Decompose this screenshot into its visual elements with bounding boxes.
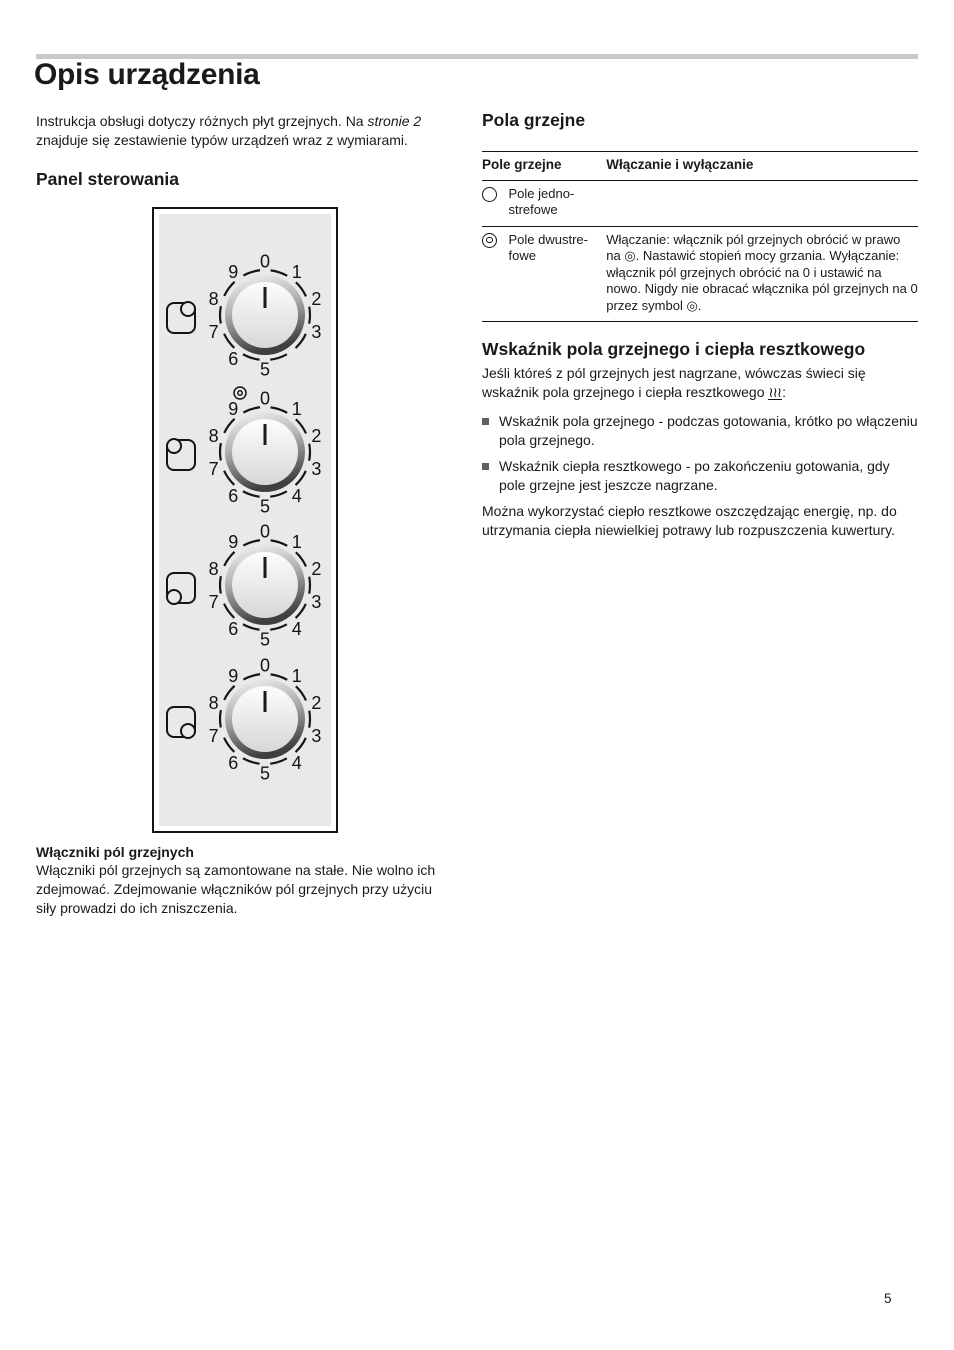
control-panel-figure — [152, 207, 338, 833]
knob-scale-number: 3 — [311, 459, 322, 480]
knob-scale-number: 3 — [311, 322, 322, 343]
indicator-intro — [482, 364, 918, 402]
section-heading-indicator: Wskaźnik pola grzejnego i ciepła resztkowego — [482, 339, 866, 359]
intro-text-suffix: znajduje się zestawienie typów urządzeń wraz z wymiarami. — [36, 132, 408, 148]
bullet-item: Wskaźnik ciepła resztkowego - po zakończeniu gotowania, gdy pole grzejne jest jeszcze nagrzane. — [482, 457, 918, 495]
knob-scale-number: 4 — [291, 753, 302, 774]
knob-scale-number: 0 — [259, 251, 271, 272]
knob-scale-number: 0 — [259, 655, 271, 676]
intro-text: Instrukcja obsługi dotyczy różnych płyt grzejnych. Na — [36, 113, 368, 129]
knob — [167, 387, 321, 516]
table-row — [482, 226, 918, 322]
indicator-intro-suffix: : — [782, 384, 787, 400]
knob-scale-number: 2 — [311, 692, 322, 713]
knob-scale-number: 1 — [291, 665, 302, 686]
knob — [167, 521, 321, 649]
table-header-row — [482, 152, 918, 181]
knob-scale-number: 5 — [259, 359, 271, 380]
knob-scale-number: 9 — [228, 398, 239, 419]
knob-scale-number: 5 — [259, 763, 271, 784]
knob-scale-number: 3 — [311, 592, 322, 613]
dual-zone-icon — [482, 233, 497, 248]
knob-scale-number: 6 — [228, 753, 239, 774]
knob-scale-number: 9 — [228, 261, 239, 282]
knob-scale-number: 0 — [259, 521, 271, 542]
intro-paragraph — [36, 112, 442, 150]
intro-italic-ref: stronie 2 — [367, 113, 422, 129]
knob-scale-number: 6 — [228, 486, 239, 507]
bullet-item: Wskaźnik pola grzejnego - podczas gotowania, krótko po włączeniu pola grzejnego. — [482, 412, 918, 450]
control-panel-background — [159, 214, 331, 826]
indicator-intro-text: Jeśli któreś z pól grzejnych jest nagrzane, wówczas świeci się wskaźnik pola grzejnego i ciepła resztkowego — [482, 365, 866, 400]
burner-zone-circle-icon — [181, 302, 195, 316]
knob-caption-heading: Włączniki pól grzejnych — [36, 844, 194, 860]
indicator-outro: Można wykorzystać ciepło resztkowe oszczędzając energię, np. do utrzymania ciepła niewielkiej potrawy lub rozpuszczenia kuwertury. — [482, 503, 897, 538]
residual-heat-icon: ≀≀≀ — [768, 384, 782, 400]
knob-scale-number: 1 — [291, 261, 302, 282]
table-row — [482, 180, 918, 226]
knob-scale-number: 5 — [259, 496, 271, 517]
table-header-zone: Pole grzejne — [482, 152, 606, 181]
knob-scale-number: 2 — [311, 288, 322, 309]
control-panel-svg — [159, 214, 331, 826]
burner-zone-circle-icon — [181, 724, 195, 738]
knob — [167, 655, 321, 783]
table-header-switching: Włączanie i wyłączanie — [606, 152, 918, 181]
zone-description — [606, 180, 918, 226]
zone-label: Pole dwustre-fowe — [508, 226, 606, 322]
knob-scale-number: 7 — [208, 726, 219, 747]
burner-zone-circle-icon — [167, 439, 181, 453]
burner-zone-circle-icon — [167, 590, 181, 604]
knob-scale-number: 8 — [208, 425, 219, 446]
knob-scale-number: 9 — [228, 531, 239, 552]
single-zone-icon — [482, 187, 497, 202]
knob-scale-number: 8 — [208, 692, 219, 713]
knob-scale-number: 0 — [259, 388, 271, 409]
right-column — [482, 109, 918, 540]
knob-scale-number: 7 — [208, 459, 219, 480]
section-heading-control-panel: Panel sterowania — [36, 169, 179, 189]
knob-caption-text: Włączniki pól grzejnych są zamontowane na stałe. Nie wolno ich zdejmować. Zdejmowanie włączników pól grzejnych przy użyciu siły prowadzi do ich zniszczenia. — [36, 862, 436, 916]
dual-zone-icon-inner — [486, 237, 493, 244]
knob-scale-number: 4 — [291, 619, 302, 640]
knob-scale-number: 7 — [208, 322, 219, 343]
knob-scale-number: 8 — [208, 558, 219, 579]
knob-scale-number: 3 — [311, 726, 322, 747]
knob-scale-number: 1 — [291, 398, 302, 419]
heating-zones-table — [482, 151, 918, 322]
knob-scale-number: 2 — [311, 425, 322, 446]
page-number: 5 — [884, 1291, 892, 1306]
knob — [167, 251, 321, 379]
dual-zone-symbol-icon — [234, 387, 246, 399]
zone-label: Pole jedno-strefowe — [508, 180, 606, 226]
knob-scale-number: 7 — [208, 592, 219, 613]
knob-scale-number: 2 — [311, 558, 322, 579]
left-column — [36, 112, 442, 918]
knob-scale-number: 1 — [291, 531, 302, 552]
knob-scale-number: 8 — [208, 288, 219, 309]
knob-scale-number: 4 — [291, 486, 302, 507]
indicator-bullet-list — [482, 412, 918, 495]
dual-zone-symbol-icon-inner — [238, 391, 242, 395]
knob-scale-number: 6 — [228, 349, 239, 370]
knob-scale-number: 9 — [228, 665, 239, 686]
section-heading-heating-zones: Pola grzejne — [482, 110, 586, 130]
page-title: Opis urządzenia — [34, 58, 260, 91]
knob-scale-number: 6 — [228, 619, 239, 640]
knob-scale-number: 5 — [259, 629, 271, 650]
zone-description: Włączanie: włącznik pól grzejnych obrócić w prawo na ◎. Nastawić stopień mocy grzania. Wyłączanie: włącznik pól grzejnych obrócić na 0 i ustawić na nowo. Nigdy nie obracać włącznika pól grzejnych na 0 przez symbol ◎. — [606, 226, 918, 322]
